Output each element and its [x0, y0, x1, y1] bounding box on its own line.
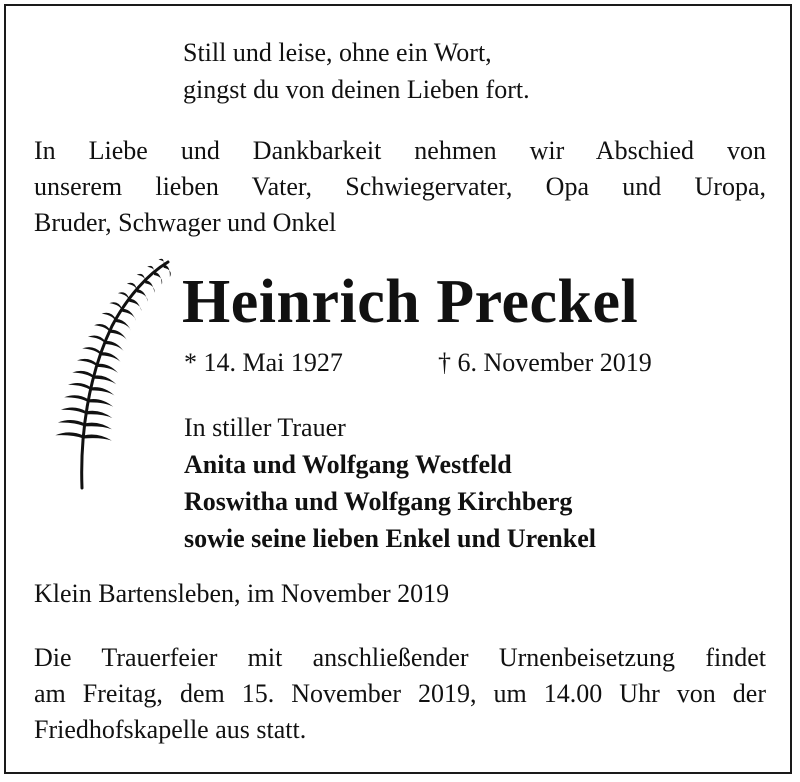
memorial-poem [183, 34, 530, 108]
frond-leaflet [94, 375, 116, 384]
deceased-name: Heinrich Preckel [182, 268, 639, 336]
intro-line: In Liebe und Dankbarkeit nehmen wir Abschied von [34, 136, 766, 165]
frond-leaflet [55, 432, 83, 438]
funeral-service-info [34, 640, 766, 748]
frond-leaflet [91, 387, 115, 395]
frond-leaflet [94, 324, 110, 333]
frond-leaflet [110, 330, 127, 341]
frond-leaflet [68, 383, 91, 390]
frond-leaflet [83, 435, 111, 441]
poem-line: gingst du von deinen Lieben fort. [183, 75, 530, 104]
frond-leaflet [61, 408, 87, 415]
frond-leaflet [85, 423, 112, 430]
poem-line: Still und leise, ohne ein Wort, [183, 38, 492, 67]
frond-leaflet [72, 371, 94, 379]
mourners-heading: In stiller Trauer [184, 413, 346, 442]
mourner-name: sowie seine lieben Enkel und Urenkel [184, 524, 596, 553]
frond-leaflet [77, 359, 97, 367]
frond-leaflet [129, 299, 141, 311]
mourners-block [184, 409, 596, 557]
frond-leaflet [89, 399, 114, 407]
mourner-name: Roswitha und Wolfgang Kirchberg [184, 487, 573, 516]
frond-leaflet [58, 420, 85, 426]
frond-leaflet [137, 289, 148, 301]
frond-leaflet [97, 364, 118, 373]
intro-line: Bruder, Schwager und Onkel [34, 208, 337, 237]
frond-leaflet [82, 347, 101, 355]
frond-leaflet [88, 335, 106, 344]
service-line: Friedhofskapelle aus statt. [34, 715, 307, 744]
farewell-text [34, 133, 766, 241]
frond-leaflet [86, 411, 112, 418]
service-line: Die Trauerfeier mit anschließender Urnenbeisetzung findet [34, 643, 766, 672]
frond-leaflet [154, 272, 162, 285]
mourner-name: Anita und Wolfgang Westfeld [184, 450, 512, 479]
birth-date: * 14. Mai 1927 [184, 348, 343, 377]
frond-leaflet [101, 352, 121, 362]
frond-leaflet [64, 395, 88, 402]
frond-leaflet [122, 309, 136, 321]
intro-line: unserem lieben Vater, Schwiegervater, Opa und Uropa, [34, 172, 766, 201]
frond-leaflet [164, 265, 171, 277]
frond-leaflet [116, 319, 131, 331]
service-line: am Freitag, dem 15. November 2019, um 14.00 Uhr von der [34, 679, 766, 708]
frond-leaflet [105, 341, 123, 351]
death-date: † 6. November 2019 [438, 348, 652, 377]
frond-leaflet [145, 280, 154, 292]
palm-frond-icon [44, 256, 176, 492]
place-and-date: Klein Bartensleben, im November 2019 [34, 579, 450, 608]
